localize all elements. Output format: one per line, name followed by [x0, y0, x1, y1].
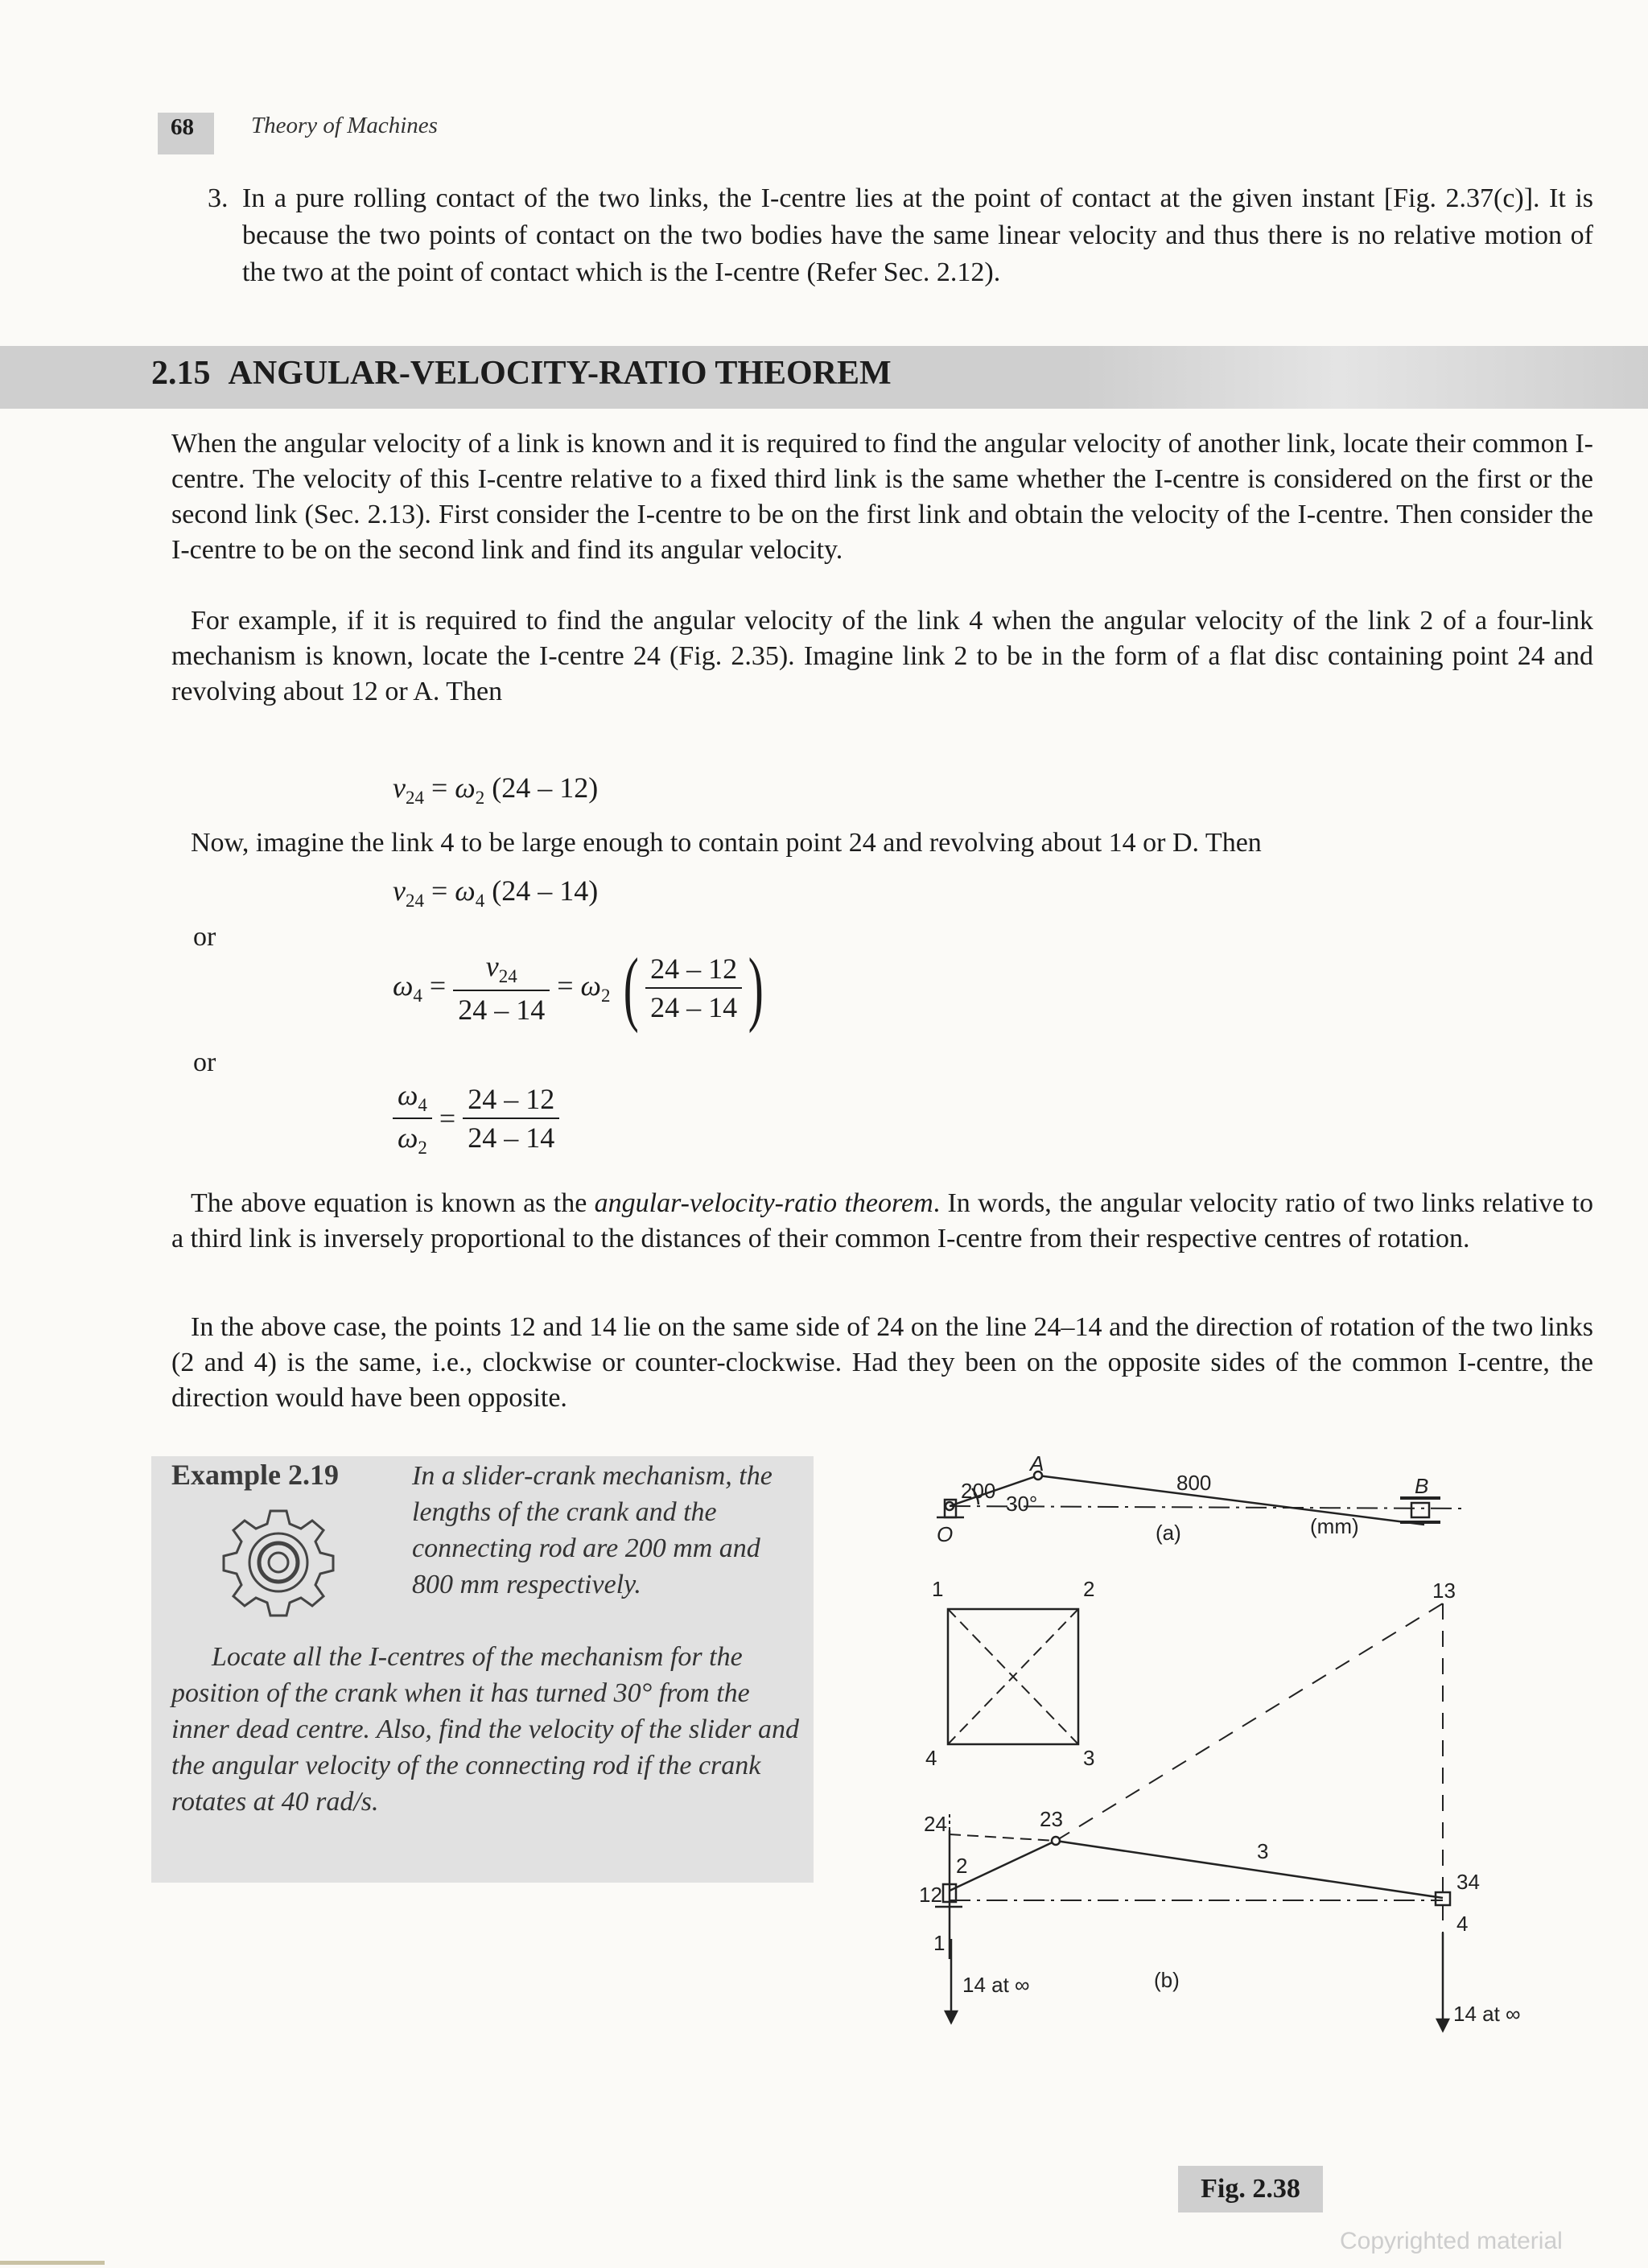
arrow-14-left [946, 2011, 957, 2023]
crank-length-label: 200 [961, 1479, 996, 1503]
label-1: 1 [933, 1931, 946, 1955]
equation-v24-omega2: $v_{24} = \omega_2$ (24 – 12) [393, 772, 599, 809]
paragraph-3: Now, imagine the link 4 to be large enough to contain point 24 and revolving about 14 or D. Then [191, 828, 1262, 858]
gear-icon [198, 1495, 359, 1632]
connecting-rod [1038, 1476, 1424, 1525]
page-number: 68 [171, 114, 194, 140]
rod-length-label: 800 [1176, 1471, 1212, 1495]
bottom-edge-mark [0, 2261, 105, 2265]
section-number: 2.15 [151, 355, 211, 392]
theorem-name: angular-velocity-ratio theorem [594, 1188, 933, 1218]
square-label-2: 2 [1083, 1577, 1095, 1601]
example-label: Example 2.19 [171, 1459, 340, 1491]
paragraph-4: The above equation is known as the angular-velocity-ratio theorem. In words, the angular velocity ratio of two links relative to a third link is inversely proportional to the distances of their common I-centre from their respective centres of rotation. [171, 1188, 1594, 1253]
square-label-3: 3 [1083, 1746, 1095, 1770]
list-item-3 [208, 180, 1593, 291]
line-24-23 [950, 1834, 1056, 1841]
label-24: 24 [924, 1812, 947, 1836]
pin-23 [1052, 1837, 1060, 1845]
example-text-rest: Locate all the I-centres of the mechanism for the position of the crank when it has turned 30° from the inner dead centre. Also, find the velocity of the slider and the angular velocity of the connecting rod if the crank rotates at 40 rad/s. [171, 1642, 799, 1817]
or-connector-1: or [193, 922, 216, 952]
point-A-label: A [1030, 1456, 1044, 1476]
label-34: 34 [1456, 1870, 1480, 1894]
unit-label: (mm) [1310, 1514, 1359, 1538]
equation-v24-omega4: $v_{24} = \omega_4$ (24 – 14) [393, 875, 599, 912]
equation-omega-ratio: $\frac{\omega_4}{\omega_2}$ = $\frac{24 - 12}{24 - 14}$ [393, 1078, 559, 1159]
part-b-label: (b) [1154, 1968, 1180, 1992]
label-2: 2 [956, 1854, 968, 1878]
infinity-right-label: 14 at ∞ [1453, 2002, 1521, 2026]
book-title: Theory of Machines [251, 113, 438, 138]
equation-omega4-ratio: $\omega_4$ = $\frac{v_{24}}{24 - 14}$ = $\omega_2$ ( $\frac{24 - 12}{24 - 14}$ ) [393, 941, 764, 1034]
figure-2-38 [885, 1456, 1642, 2164]
figure-caption: Fig. 2.38 [1178, 2166, 1323, 2212]
square-label-4: 4 [925, 1746, 937, 1770]
square-label-1: 1 [932, 1577, 944, 1601]
label-4: 4 [1456, 1912, 1469, 1936]
or-connector-2: or [193, 1048, 216, 1077]
slider-B [1411, 1503, 1429, 1517]
label-23: 23 [1040, 1807, 1063, 1831]
part-a-label: (a) [1156, 1521, 1181, 1545]
example-text-first: In a slider-crank mechanism, the lengths of the crank and the connecting rod are 200 mm and 800 mm respectively. [412, 1461, 772, 1599]
point-O-label: O [937, 1522, 954, 1546]
slider-34 [1436, 1892, 1450, 1905]
copyright-watermark: Copyrighted material [1340, 2228, 1563, 2254]
line-23-13 [1056, 1603, 1443, 1841]
label-3: 3 [1257, 1839, 1269, 1863]
angle-label: 30° [1006, 1492, 1038, 1516]
link-3 [1056, 1841, 1443, 1898]
paragraph-1: When the angular velocity of a link is known and it is required to find the angular velocity of another link, locate their common I-centre. The velocity of this I-centre relative to a fixed third link is the same whether the I-centre is considered on the first or the second link (Sec. 2.13). First consider the I-centre to be on the first link and obtain the velocity of the I-centre. Then consider the I-centre to be on the second link and find its angular velocity. [171, 429, 1593, 565]
paragraph-2: For example, if it is required to find the angular velocity of the link 4 when the angular velocity of the link 2 of a four-link mechanism is known, locate the I-centre 24 (Fig. 2.35). Imagine link 2 to be in the form of a flat disc containing point 24 and revolving about 12 or A. Then [171, 606, 1593, 706]
point-B-label: B [1415, 1474, 1429, 1498]
list-item-text: In a pure rolling contact of the two links, the I-centre lies at the point of contact at the given instant [Fig. 2.37(c)]. It is because the two points of contact on the two bodies have the same linear velocity and thus there is no relative motion of the two at the point of contact which is the I-centre (Refer Sec. 2.12). [242, 183, 1593, 287]
arrow-14-right [1437, 2019, 1448, 2031]
label-13: 13 [1432, 1579, 1456, 1603]
list-item-number: 3. [208, 183, 229, 213]
section-heading [151, 354, 892, 393]
section-title: ANGULAR-VELOCITY-RATIO THEOREM [228, 355, 892, 392]
infinity-left-label: 14 at ∞ [962, 1973, 1030, 1997]
paragraph-5: In the above case, the points 12 and 14 lie on the same side of 24 on the line 24–14 and the direction of rotation of the two links (2 and 4) is the same, i.e., clockwise or counter-clockwise. Had they been on the opposite sides of the common I-centre, the direction would have been opposite. [171, 1312, 1593, 1413]
label-12: 12 [919, 1883, 942, 1907]
